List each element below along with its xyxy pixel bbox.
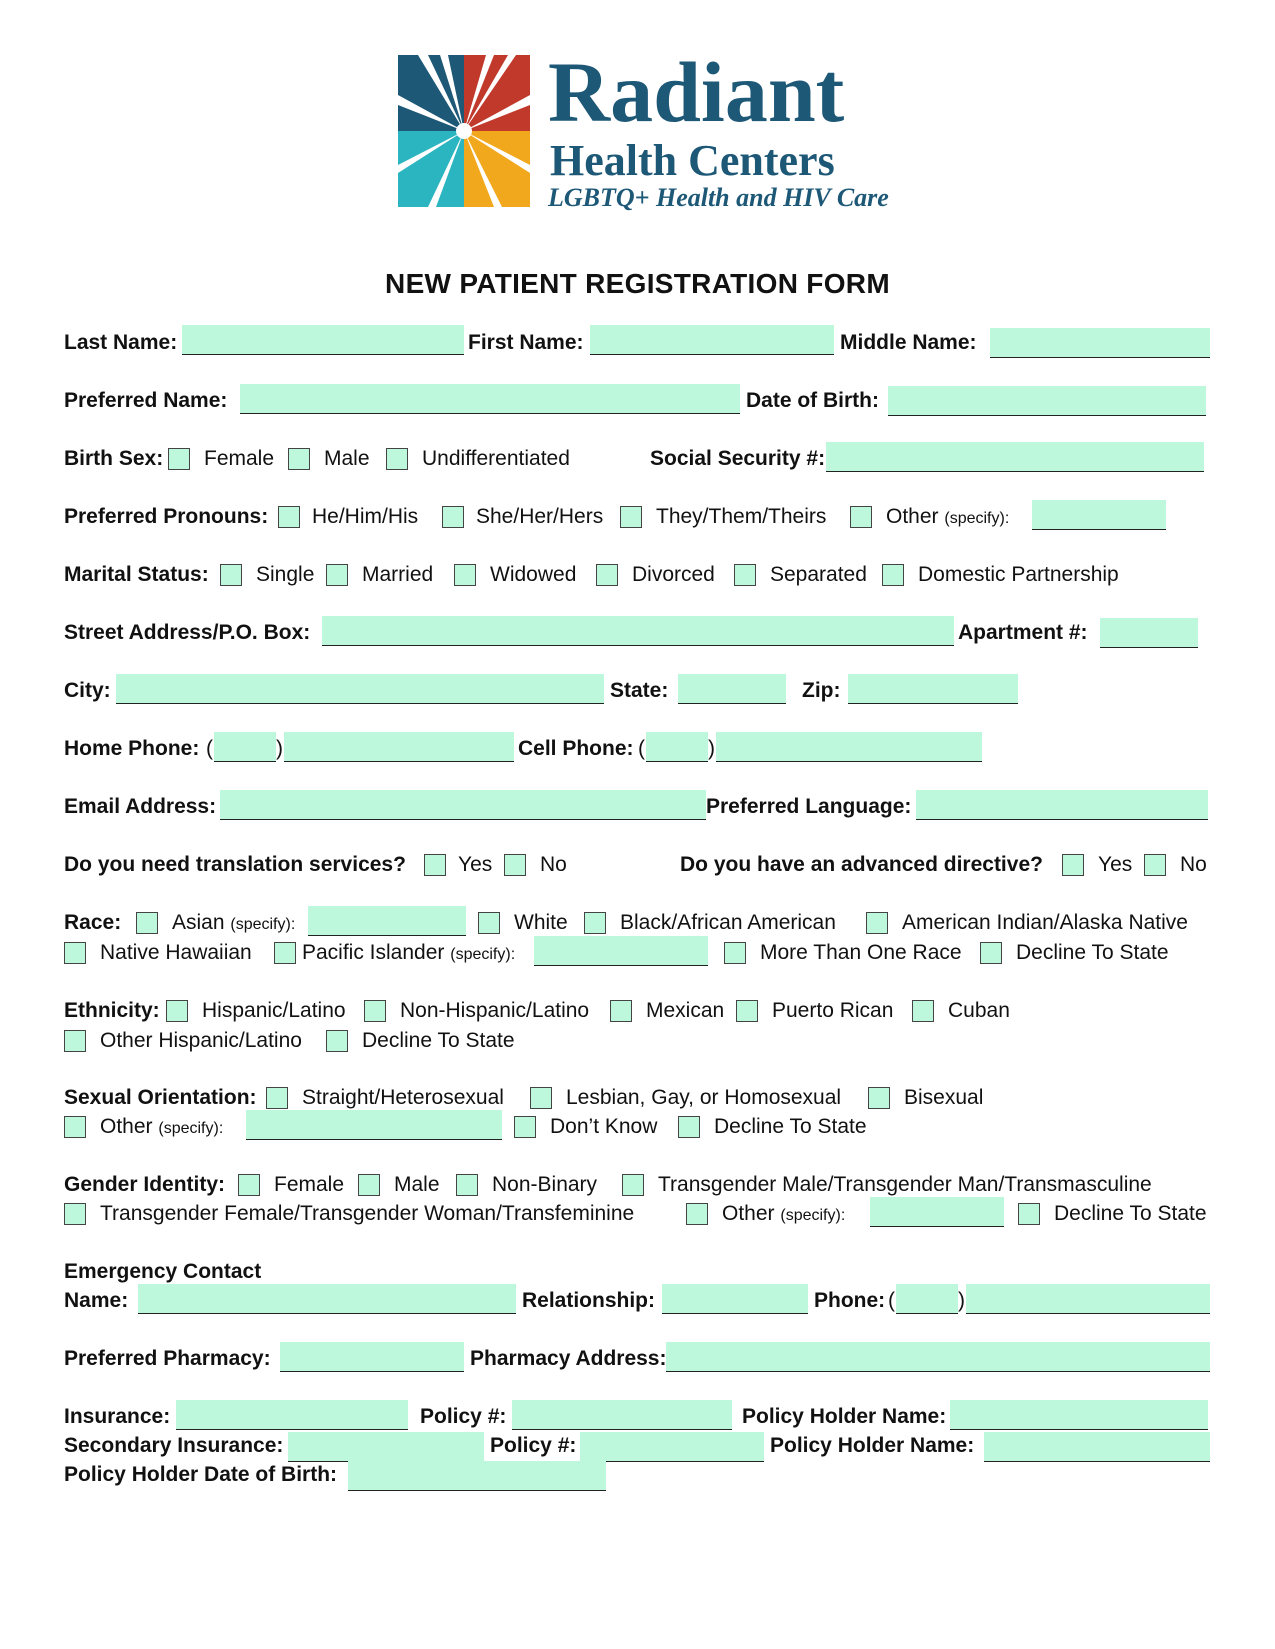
translation-no-label: No: [540, 853, 567, 876]
ssn-field[interactable]: [826, 442, 1204, 472]
ethnicity-non-hispanic-checkbox[interactable]: [364, 1000, 386, 1022]
first-name-field[interactable]: [590, 325, 834, 355]
emergency-phone-area-field[interactable]: [896, 1284, 958, 1314]
pharmacy-label: Preferred Pharmacy:: [64, 1347, 271, 1370]
race-decline-label: Decline To State: [1016, 941, 1169, 964]
pharmacy-field[interactable]: [280, 1342, 464, 1372]
orientation-specify-label: (specify):: [158, 1120, 224, 1137]
race-asian-label: Asian (specify):: [172, 911, 296, 934]
race-asian-specify-label: (specify):: [230, 916, 296, 933]
pronoun-he-checkbox[interactable]: [278, 506, 300, 528]
orientation-decline-checkbox[interactable]: [678, 1116, 700, 1138]
ethnicity-non-hispanic-label: Non-Hispanic/Latino: [400, 999, 590, 1022]
secondary-holder-label: Policy Holder Name:: [770, 1434, 975, 1457]
middle-name-field[interactable]: [990, 328, 1210, 358]
birth-sex-male-label: Male: [324, 447, 370, 470]
gender-other-field[interactable]: [870, 1197, 1004, 1227]
pronoun-other-field[interactable]: [1032, 500, 1166, 530]
preferred-name-label: Preferred Name:: [64, 389, 228, 412]
cell-phone-label: Cell Phone:: [518, 737, 634, 760]
pronoun-specify-label: (specify):: [944, 510, 1010, 527]
marital-domestic-checkbox[interactable]: [882, 564, 904, 586]
orientation-straight-label: Straight/Heterosexual: [302, 1086, 504, 1109]
gender-male-label: Male: [394, 1173, 440, 1196]
ethnicity-mexican-label: Mexican: [646, 999, 725, 1022]
race-white-label: White: [514, 911, 568, 934]
ethnicity-decline-checkbox[interactable]: [326, 1030, 348, 1052]
ethnicity-puerto-rican-label: Puerto Rican: [772, 999, 894, 1022]
language-label: Preferred Language:: [706, 795, 912, 818]
email-label: Email Address:: [64, 795, 217, 818]
form-title: NEW PATIENT REGISTRATION FORM: [385, 268, 890, 299]
birth-sex-female-checkbox[interactable]: [168, 448, 190, 470]
marital-widowed-checkbox[interactable]: [454, 564, 476, 586]
preferred-name-field[interactable]: [240, 384, 740, 414]
dob-label: Date of Birth:: [746, 389, 879, 412]
apartment-label: Apartment #:: [958, 621, 1088, 644]
race-native-hawaiian-checkbox[interactable]: [64, 942, 86, 964]
pronoun-she-label: She/Her/Hers: [476, 505, 604, 528]
secondary-insurance-label: Secondary Insurance:: [64, 1434, 284, 1457]
gender-female-checkbox[interactable]: [238, 1174, 260, 1196]
gender-male-checkbox[interactable]: [358, 1174, 380, 1196]
birth-sex-label: Birth Sex:: [64, 447, 164, 470]
race-black-checkbox[interactable]: [584, 912, 606, 934]
orientation-lgh-checkbox[interactable]: [530, 1087, 552, 1109]
pronoun-she-checkbox[interactable]: [442, 506, 464, 528]
policy-holder-label: Policy Holder Name:: [742, 1405, 947, 1428]
marital-divorced-checkbox[interactable]: [596, 564, 618, 586]
emergency-phone-field[interactable]: [966, 1284, 1210, 1314]
birth-sex-undifferentiated-checkbox[interactable]: [386, 448, 408, 470]
radiant-logo: [408, 44, 889, 225]
race-label: Race:: [64, 911, 122, 934]
directive-yes-label: Yes: [1098, 853, 1133, 876]
orientation-dont-know-checkbox[interactable]: [514, 1116, 536, 1138]
cell-phone-area-field[interactable]: [646, 732, 708, 762]
race-pacific-specify-field[interactable]: [534, 936, 708, 966]
gender-decline-label: Decline To State: [1054, 1202, 1207, 1225]
language-field[interactable]: [916, 790, 1208, 820]
home-phone-label: Home Phone:: [64, 737, 200, 760]
race-pacific-islander-label: Pacific Islander (specify):: [302, 941, 516, 964]
insurance-label: Insurance:: [64, 1405, 171, 1428]
gender-female-label: Female: [274, 1173, 345, 1196]
birth-sex-female-label: Female: [204, 447, 275, 470]
last-name-label: Last Name:: [64, 331, 178, 354]
birth-sex-undifferentiated-label: Undifferentiated: [422, 447, 570, 470]
gender-trans-female-checkbox[interactable]: [64, 1203, 86, 1225]
insurance-field[interactable]: [176, 1400, 408, 1430]
state-label: State:: [610, 679, 669, 702]
gender-label: Gender Identity:: [64, 1173, 226, 1196]
race-pacific-specify-label: (specify):: [450, 946, 516, 963]
ssn-label: Social Security #:: [650, 447, 826, 470]
pronoun-they-label: They/Them/Theirs: [656, 505, 827, 528]
ethnicity-hispanic-checkbox[interactable]: [166, 1000, 188, 1022]
ethnicity-other-label: Other Hispanic/Latino: [100, 1029, 302, 1052]
first-name-label: First Name:: [468, 331, 584, 354]
policy-holder-field[interactable]: [950, 1400, 1208, 1430]
race-asian-checkbox[interactable]: [136, 912, 158, 934]
city-label: City:: [64, 679, 111, 702]
race-black-label: Black/African American: [620, 911, 836, 934]
directive-no-checkbox[interactable]: [1144, 854, 1166, 876]
secondary-policy-field[interactable]: [580, 1432, 764, 1462]
registration-form-page: Radiant Health Centers LGBTQ+ Health and HIV Care NEW PATIENT REGISTRATION FORM Last Name: First Name: Middle Name: Preferred Name: Date of Birth: Birth Sex: Female Male Undifferentiated Social Security #: Preferred Pronouns: He/Him/His She/Her/Hers They/Them/Theirs Other (specify): Marital Status: Single Married Widowed Divorced Separated Domestic Partnership Street Address/P.O. Box: Apartment #: City: State: Zip: Home Phone: ( ) Cell Phone: ( ) Email Address: Preferred Language: Do you need translation services? Yes No Do you have an advanced directive? Yes No Race: Asian (specify): White Black/African American American Indian/Alaska Native Native Hawaiian Pacific Islander (specify): More Than One Race Decline To State Ethnicity: Hispanic/Latino Non-Hispanic/Latino Mexican Puerto Rican Cuban Other Hispanic/Latino Decline To State Sexual Orientation: Straight/Heterosexual Lesbian, Gay, or Homosexual Bisexual Other (specify): Don’t Know Decline To State Gender Identity: Female Male Non-Binary Transgender Male/Transgender Man/Transmasculine Transgender Female/Transgender Woman/Transfeminine Other (specify): Decline To State Emergency Contact Name: Relationship: Phone: ( ) Preferred Pharmacy: Pharmacy Address: Insurance: Policy #: Policy Holder Name: Secondary Insurance: Policy #: Policy Holder Name: Policy Holder Date of Birth:: [0, 0, 1275, 1649]
policy-field[interactable]: [512, 1400, 732, 1430]
translation-yes-label: Yes: [458, 853, 493, 876]
marital-married-label: Married: [362, 563, 434, 586]
policy-label: Policy #:: [420, 1405, 507, 1428]
pronouns-label: Preferred Pronouns:: [64, 505, 269, 528]
race-american-indian-label: American Indian/Alaska Native: [902, 911, 1188, 934]
pronoun-he-label: He/Him/His: [312, 505, 419, 528]
gender-trans-male-checkbox[interactable]: [622, 1174, 644, 1196]
translation-label: Do you need translation services?: [64, 853, 406, 876]
emergency-name-label: Name:: [64, 1289, 129, 1312]
ethnicity-mexican-checkbox[interactable]: [610, 1000, 632, 1022]
marital-divorced-label: Divorced: [632, 563, 715, 586]
translation-no-checkbox[interactable]: [504, 854, 526, 876]
secondary-holder-field[interactable]: [984, 1432, 1210, 1462]
gender-specify-label: (specify):: [780, 1207, 846, 1224]
logo-radiant-text: Radiant: [548, 44, 845, 140]
directive-no-label: No: [1180, 853, 1207, 876]
pharmacy-address-label: Pharmacy Address:: [470, 1347, 667, 1370]
ethnicity-puerto-rican-checkbox[interactable]: [736, 1000, 758, 1022]
orientation-label: Sexual Orientation:: [64, 1086, 257, 1109]
city-field[interactable]: [116, 674, 604, 704]
race-more-than-one-label: More Than One Race: [760, 941, 962, 964]
marital-domestic-label: Domestic Partnership: [918, 563, 1119, 586]
gender-trans-female-label: Transgender Female/Transgender Woman/Transfeminine: [100, 1202, 635, 1225]
orientation-other-checkbox[interactable]: [64, 1116, 86, 1138]
race-pacific-islander-checkbox[interactable]: [274, 942, 296, 964]
race-native-hawaiian-label: Native Hawaiian: [100, 941, 252, 964]
pronoun-other-label: Other (specify):: [886, 505, 1010, 528]
directive-yes-checkbox[interactable]: [1062, 854, 1084, 876]
marital-married-checkbox[interactable]: [326, 564, 348, 586]
zip-field[interactable]: [848, 674, 1018, 704]
home-phone-area-field[interactable]: [214, 732, 276, 762]
home-phone-field[interactable]: [284, 732, 514, 762]
last-name-field[interactable]: [182, 325, 464, 355]
emergency-phone-label: Phone:: [814, 1289, 886, 1312]
holder-dob-field[interactable]: [348, 1461, 606, 1491]
gender-nonbinary-checkbox[interactable]: [456, 1174, 478, 1196]
marital-single-label: Single: [256, 563, 315, 586]
pharmacy-address-field[interactable]: [666, 1342, 1210, 1372]
secondary-insurance-field[interactable]: [288, 1432, 484, 1462]
ethnicity-other-checkbox[interactable]: [64, 1030, 86, 1052]
ethnicity-decline-label: Decline To State: [362, 1029, 515, 1052]
ethnicity-label: Ethnicity:: [64, 999, 160, 1022]
gender-decline-checkbox[interactable]: [1018, 1203, 1040, 1225]
pronoun-they-checkbox[interactable]: [620, 506, 642, 528]
relationship-field[interactable]: [662, 1284, 808, 1314]
orientation-straight-checkbox[interactable]: [266, 1087, 288, 1109]
marital-separated-label: Separated: [770, 563, 867, 586]
logo-tagline: LGBTQ+ Health and HIV Care: [548, 183, 889, 212]
ethnicity-hispanic-label: Hispanic/Latino: [202, 999, 346, 1022]
orientation-decline-label: Decline To State: [714, 1115, 867, 1138]
marital-widowed-label: Widowed: [490, 563, 577, 586]
orientation-bisexual-label: Bisexual: [904, 1086, 984, 1109]
logo-health-centers-text: Health Centers: [550, 136, 835, 185]
holder-dob-label: Policy Holder Date of Birth:: [64, 1463, 338, 1486]
gender-trans-male-label: Transgender Male/Transgender Man/Transmasculine: [658, 1173, 1152, 1196]
orientation-dont-know-label: Don’t Know: [550, 1115, 658, 1138]
middle-name-label: Middle Name:: [840, 331, 977, 354]
translation-yes-checkbox[interactable]: [424, 854, 446, 876]
directive-label: Do you have an advanced directive?: [680, 853, 1043, 876]
cell-phone-field[interactable]: [716, 732, 982, 762]
emergency-contact-heading: Emergency Contact: [64, 1260, 262, 1283]
race-decline-checkbox[interactable]: [980, 942, 1002, 964]
gender-other-checkbox[interactable]: [686, 1203, 708, 1225]
orientation-other-field[interactable]: [246, 1110, 502, 1140]
marital-single-checkbox[interactable]: [220, 564, 242, 586]
orientation-bisexual-checkbox[interactable]: [868, 1087, 890, 1109]
zip-label: Zip:: [802, 679, 841, 702]
secondary-policy-label: Policy #:: [490, 1434, 577, 1457]
sunburst-logo-icon: [398, 55, 538, 210]
street-label: Street Address/P.O. Box:: [64, 621, 311, 644]
marital-status-label: Marital Status:: [64, 563, 209, 586]
marital-separated-checkbox[interactable]: [734, 564, 756, 586]
state-field[interactable]: [678, 674, 786, 704]
apartment-field[interactable]: [1100, 618, 1198, 648]
race-more-than-one-checkbox[interactable]: [724, 942, 746, 964]
ethnicity-cuban-checkbox[interactable]: [912, 1000, 934, 1022]
birth-sex-male-checkbox[interactable]: [288, 448, 310, 470]
race-asian-specify-field[interactable]: [308, 906, 466, 936]
race-american-indian-checkbox[interactable]: [866, 912, 888, 934]
pronoun-other-checkbox[interactable]: [850, 506, 872, 528]
gender-nonbinary-label: Non-Binary: [492, 1173, 598, 1196]
emergency-name-field[interactable]: [138, 1284, 516, 1314]
email-field[interactable]: [220, 790, 706, 820]
orientation-other-label: Other (specify):: [100, 1115, 224, 1138]
dob-field[interactable]: [888, 386, 1206, 416]
gender-other-label: Other (specify):: [722, 1202, 846, 1225]
orientation-lgh-label: Lesbian, Gay, or Homosexual: [566, 1086, 842, 1109]
ethnicity-cuban-label: Cuban: [948, 999, 1010, 1022]
relationship-label: Relationship:: [522, 1289, 656, 1312]
race-white-checkbox[interactable]: [478, 912, 500, 934]
street-field[interactable]: [322, 616, 954, 646]
